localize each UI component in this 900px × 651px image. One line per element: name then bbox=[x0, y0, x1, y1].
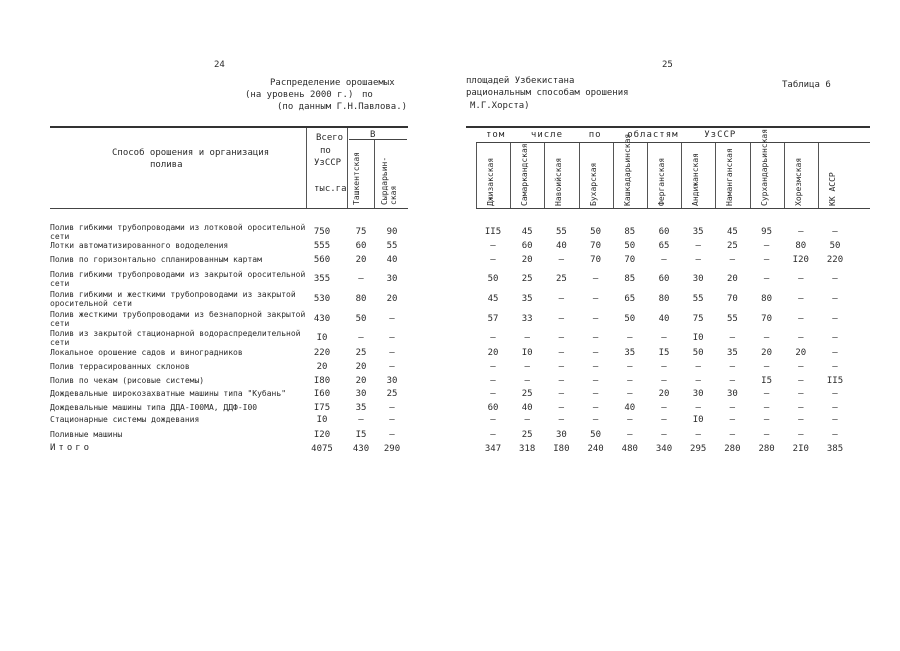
right-table-cell: 40 bbox=[658, 314, 670, 324]
right-col-divider bbox=[681, 143, 682, 208]
right-table-cell: – bbox=[832, 389, 838, 399]
right-table-cell: – bbox=[832, 333, 838, 343]
right-table-top-rule bbox=[466, 126, 870, 128]
right-col-divider bbox=[818, 143, 819, 208]
right-table-cell: 75 bbox=[692, 314, 704, 324]
right-table-cell: 340 bbox=[655, 444, 673, 454]
right-region-header: Ферганская bbox=[657, 157, 666, 206]
right-table-cell: 295 bbox=[690, 444, 707, 454]
right-table-cell: 280 bbox=[758, 444, 775, 454]
right-table-cell: – bbox=[763, 274, 770, 284]
left-table-cell: 90 bbox=[386, 227, 398, 237]
right-col-divider bbox=[476, 143, 477, 208]
right-table-cell: – bbox=[798, 362, 804, 372]
right-table-cell: – bbox=[592, 348, 599, 358]
right-table-cell: – bbox=[558, 348, 565, 358]
right-table-cell: – bbox=[661, 415, 667, 425]
right-table-cell: 60 bbox=[487, 403, 499, 413]
right-table-cell: – bbox=[592, 294, 599, 304]
right-table-cell: 20 bbox=[795, 348, 807, 358]
left-table-cell: – bbox=[358, 274, 364, 284]
left-table-cell: 50 bbox=[355, 314, 367, 324]
right-table-cell: 20 bbox=[761, 348, 773, 358]
left-table-cell: 30 bbox=[386, 274, 398, 284]
right-table-cell: – bbox=[627, 376, 633, 386]
right-table-cell: – bbox=[729, 403, 736, 413]
right-table-cell: – bbox=[592, 314, 599, 324]
right-table-cell: – bbox=[558, 403, 565, 413]
right-table-cell: I5 bbox=[761, 376, 773, 386]
right-table-cell: 60 bbox=[658, 227, 670, 237]
right-table-cell: 30 bbox=[555, 430, 567, 440]
row-label: Лотки автоматизированного вододеления bbox=[50, 241, 229, 250]
right-table-cell: – bbox=[798, 333, 804, 343]
right-region-header: Хорезмская bbox=[793, 157, 803, 206]
left-table-cell: I0 bbox=[316, 415, 328, 425]
right-table-cell: – bbox=[832, 403, 838, 413]
right-table-cell: – bbox=[729, 430, 736, 440]
right-table-cell: 85 bbox=[624, 227, 636, 237]
right-table-cell: – bbox=[490, 333, 496, 343]
right-table-cell: 35 bbox=[726, 348, 738, 358]
right-table-cell: I0 bbox=[521, 348, 533, 358]
total-header-line-3: УзССР bbox=[314, 158, 342, 168]
right-table-cell: 60 bbox=[521, 241, 533, 251]
right-table-cell: 50 bbox=[590, 227, 602, 237]
right-table-cell: 80 bbox=[795, 241, 807, 251]
right-table-cell: – bbox=[798, 294, 804, 304]
right-table-cell: – bbox=[695, 255, 701, 265]
right-table-cell: 70 bbox=[726, 294, 738, 304]
right-table-cell: – bbox=[490, 376, 496, 386]
right-table-cell: 35 bbox=[521, 294, 533, 304]
right-table-cell: – bbox=[798, 389, 804, 399]
left-table-cell: 430 bbox=[352, 444, 370, 454]
right-table-cell: – bbox=[798, 403, 804, 413]
left-table-cell: – bbox=[358, 415, 364, 425]
right-table-cell: 30 bbox=[726, 389, 738, 399]
method-header-line-2: полива bbox=[150, 160, 183, 170]
right-table-cell: 50 bbox=[829, 241, 841, 251]
right-table-cell: 70 bbox=[590, 241, 602, 251]
left-col-divider-1 bbox=[306, 128, 307, 208]
right-table-cell: 20 bbox=[658, 389, 670, 399]
right-table-cell: – bbox=[490, 430, 496, 440]
right-table-cell: – bbox=[729, 255, 736, 265]
right-region-header: Сурхандарьинская bbox=[759, 128, 769, 206]
right-table-cell: – bbox=[763, 333, 770, 343]
right-table-cell: – bbox=[832, 415, 838, 425]
right-table-cell: – bbox=[763, 415, 770, 425]
right-table-cell: II5 bbox=[484, 227, 502, 237]
right-table-cell: 35 bbox=[692, 227, 704, 237]
left-table-cell: – bbox=[389, 415, 395, 425]
row-label: Полив из закрытой стационарной водораспределительной сети bbox=[50, 329, 301, 347]
right-table-cell: 30 bbox=[692, 274, 704, 284]
left-table-cell: 80 bbox=[355, 294, 367, 304]
right-table-cell: – bbox=[763, 403, 770, 413]
row-label: Стационарные системы дождевания bbox=[50, 415, 200, 424]
right-table-cell: 95 bbox=[761, 227, 773, 237]
right-table-cell: 40 bbox=[624, 403, 636, 413]
left-table-cell: I80 bbox=[313, 376, 331, 386]
right-table-cell: 80 bbox=[761, 294, 773, 304]
total-header-line-4: тыс.га bbox=[314, 184, 347, 194]
right-table-cell: 2I0 bbox=[792, 444, 809, 454]
right-table-cell: – bbox=[695, 362, 701, 372]
right-table-cell: 45 bbox=[487, 294, 499, 304]
right-table-cell: 50 bbox=[487, 274, 499, 284]
row-label: Итого bbox=[50, 443, 93, 453]
v-header: В bbox=[370, 130, 376, 140]
right-table-cell: – bbox=[661, 333, 667, 343]
left-table-cell: 55 bbox=[386, 241, 398, 251]
right-table-cell: – bbox=[832, 348, 838, 358]
right-table-cell: 55 bbox=[555, 227, 567, 237]
right-table-cell: – bbox=[729, 333, 736, 343]
right-table-cell: – bbox=[592, 403, 599, 413]
row-label: Полив террасированных склонов bbox=[50, 362, 190, 371]
left-table-cell: 355 bbox=[313, 274, 331, 284]
right-table-cell: 35 bbox=[624, 348, 636, 358]
right-table-cell: 55 bbox=[692, 294, 704, 304]
right-table-cell: 60 bbox=[658, 274, 670, 284]
row-label: Полив гибкими трубопроводами из лотковой оросительной сети bbox=[50, 223, 306, 241]
right-table-cell: 57 bbox=[487, 314, 499, 324]
right-region-header: Наманганская bbox=[725, 148, 735, 206]
left-region-header-syrdarya: Сырдарьин-ская bbox=[380, 156, 398, 205]
right-table-cell: 25 bbox=[726, 241, 738, 251]
left-title-word-po: по bbox=[362, 90, 373, 100]
left-table-cell: 75 bbox=[355, 227, 367, 237]
left-table-cell: 290 bbox=[383, 444, 401, 454]
right-table-cell: 50 bbox=[590, 430, 602, 440]
left-title-line-1: Распределение орошаемых bbox=[270, 78, 395, 88]
right-table-cell: 85 bbox=[624, 274, 636, 284]
right-table-cell: 65 bbox=[624, 294, 636, 304]
right-table-cell: – bbox=[661, 403, 667, 413]
left-table-cell: 60 bbox=[355, 241, 367, 251]
right-table-cell: 55 bbox=[726, 314, 738, 324]
left-table-cell: – bbox=[389, 362, 395, 372]
right-table-cell: – bbox=[558, 255, 565, 265]
right-table-cell: – bbox=[763, 389, 770, 399]
row-label: Дождевальные широкозахватные машины типа "Кубань" bbox=[50, 389, 287, 398]
right-table-cell: 385 bbox=[826, 444, 844, 454]
right-region-header: Джизакская bbox=[486, 157, 495, 206]
right-span-underline bbox=[476, 142, 870, 143]
right-table-cell: 25 bbox=[555, 274, 567, 284]
right-table-cell: – bbox=[627, 415, 633, 425]
left-v-underline bbox=[349, 139, 407, 140]
right-table-header-rule bbox=[476, 208, 870, 209]
left-col-divider-3 bbox=[374, 140, 375, 208]
left-table-cell: I0 bbox=[316, 333, 328, 343]
left-table-cell: 555 bbox=[313, 241, 331, 251]
right-title-line-3: М.Г.Хорста) bbox=[470, 101, 530, 111]
right-table-cell: 45 bbox=[521, 227, 533, 237]
right-table-cell: 347 bbox=[484, 444, 502, 454]
right-table-cell: – bbox=[490, 415, 496, 425]
right-table-cell: – bbox=[661, 255, 667, 265]
right-table-cell: 318 bbox=[519, 444, 536, 454]
right-table-cell: – bbox=[592, 415, 599, 425]
right-table-cell: – bbox=[798, 274, 804, 284]
left-table-cell: – bbox=[389, 314, 395, 324]
right-table-cell: I0 bbox=[692, 333, 704, 343]
right-table-cell: – bbox=[798, 314, 804, 324]
right-table-cell: – bbox=[661, 362, 667, 372]
right-table-cell: 70 bbox=[590, 255, 602, 265]
row-label: Полив по чекам (рисовые системы) bbox=[50, 376, 205, 385]
right-table-cell: – bbox=[798, 227, 804, 237]
left-table-cell: 20 bbox=[386, 294, 398, 304]
right-table-cell: – bbox=[592, 333, 599, 343]
right-table-cell: – bbox=[592, 274, 599, 284]
left-table-cell: 750 bbox=[313, 227, 331, 237]
left-table-cell: 4075 bbox=[311, 444, 333, 454]
left-table-cell: 430 bbox=[313, 314, 331, 324]
right-table-cell: 40 bbox=[521, 403, 533, 413]
right-table-cell: – bbox=[832, 227, 838, 237]
left-table-cell: 25 bbox=[386, 389, 398, 399]
right-table-cell: – bbox=[627, 389, 633, 399]
right-table-cell: – bbox=[627, 333, 633, 343]
right-table-cell: 20 bbox=[726, 274, 738, 284]
right-table-cell: – bbox=[763, 255, 770, 265]
right-table-cell: – bbox=[661, 376, 667, 386]
right-table-cell: – bbox=[558, 415, 565, 425]
right-region-header: КК АССР bbox=[828, 172, 837, 206]
right-table-cell: – bbox=[592, 376, 599, 386]
right-table-cell: – bbox=[490, 362, 496, 372]
right-region-header: Навоийская bbox=[554, 157, 564, 206]
right-table-cell: I0 bbox=[692, 415, 704, 425]
right-table-cell: – bbox=[558, 314, 565, 324]
left-table-cell: 30 bbox=[386, 376, 398, 386]
right-table-cell: – bbox=[695, 430, 701, 440]
right-table-cell: – bbox=[798, 376, 804, 386]
row-label: Дождевальные машины типа ДДА-I00МА, ДДФ-I00 bbox=[50, 403, 258, 412]
right-table-cell: – bbox=[627, 430, 633, 440]
right-col-divider bbox=[750, 143, 751, 208]
row-label: Полив жесткими трубопроводами из безнапорной закрытой сети bbox=[50, 310, 306, 328]
right-table-cell: – bbox=[558, 376, 565, 386]
right-table-cell: – bbox=[524, 376, 530, 386]
right-table-cell: – bbox=[524, 362, 530, 372]
right-table-cell: – bbox=[524, 333, 530, 343]
table-label: Таблица 6 bbox=[782, 80, 831, 90]
left-table-header-rule bbox=[50, 208, 408, 209]
right-table-cell: – bbox=[729, 362, 736, 372]
right-table-cell: – bbox=[558, 389, 565, 399]
right-table-cell: – bbox=[798, 430, 804, 440]
right-table-cell: – bbox=[661, 430, 667, 440]
left-table-cell: 560 bbox=[313, 255, 331, 265]
right-table-cell: I5 bbox=[658, 348, 670, 358]
right-table-cell: 20 bbox=[487, 348, 499, 358]
right-table-cell: 480 bbox=[621, 444, 638, 454]
right-col-divider bbox=[579, 143, 580, 208]
right-table-cell: 30 bbox=[692, 389, 704, 399]
right-table-cell: – bbox=[490, 255, 496, 265]
right-table-cell: – bbox=[592, 362, 599, 372]
right-table-cell: – bbox=[729, 415, 736, 425]
right-table-cell: 70 bbox=[624, 255, 636, 265]
left-region-header-tashkent: Ташкентская bbox=[352, 152, 361, 205]
right-table-cell: 45 bbox=[726, 227, 738, 237]
left-table-cell: – bbox=[389, 403, 395, 413]
right-table-cell: 50 bbox=[624, 241, 636, 251]
right-table-cell: – bbox=[729, 376, 736, 386]
right-table-cell: 20 bbox=[521, 255, 533, 265]
right-table-cell: – bbox=[558, 333, 565, 343]
row-label: Полив гибкими трубопроводами из закрытой оросительной сети bbox=[50, 270, 306, 288]
right-table-cell: 80 bbox=[658, 294, 670, 304]
left-table-cell: 20 bbox=[355, 376, 367, 386]
row-label: Поливные машины bbox=[50, 430, 123, 439]
right-title-line-1: площадей Узбекистана bbox=[466, 76, 575, 86]
left-table-cell: 530 bbox=[313, 294, 331, 304]
right-table-cell: – bbox=[832, 274, 838, 284]
right-col-divider bbox=[544, 143, 545, 208]
right-col-divider bbox=[510, 143, 511, 208]
right-table-cell: – bbox=[763, 430, 770, 440]
right-table-cell: – bbox=[832, 430, 838, 440]
left-table-cell: 20 bbox=[355, 255, 367, 265]
right-table-cell: – bbox=[490, 241, 496, 251]
left-title-line-2: (на уровень 2000 г.) bbox=[245, 90, 354, 100]
left-col-divider-2 bbox=[347, 128, 348, 208]
right-table-cell: – bbox=[763, 362, 770, 372]
right-table-cell: – bbox=[627, 362, 633, 372]
right-table-cell: – bbox=[695, 241, 701, 251]
row-label: Локальное орошение садов и виноградников bbox=[50, 348, 243, 357]
right-table-cell: 240 bbox=[587, 444, 604, 454]
right-table-cell: 50 bbox=[692, 348, 704, 358]
left-page-number: 24 bbox=[214, 60, 225, 70]
right-table-cell: 65 bbox=[658, 241, 670, 251]
left-table-cell: I75 bbox=[313, 403, 331, 413]
right-table-cell: – bbox=[490, 389, 496, 399]
right-table-cell: 220 bbox=[826, 255, 844, 265]
right-table-cell: I20 bbox=[792, 255, 809, 265]
right-table-cell: 33 bbox=[521, 314, 533, 324]
right-table-cell: 280 bbox=[724, 444, 741, 454]
right-col-divider bbox=[715, 143, 716, 208]
right-table-cell: II5 bbox=[826, 376, 844, 386]
row-label: Полив по горизонтально спланированным картам bbox=[50, 255, 262, 264]
right-table-cell: 25 bbox=[521, 430, 533, 440]
left-table-cell: 20 bbox=[316, 362, 328, 372]
left-table-cell: I60 bbox=[313, 389, 331, 399]
total-header-line-2: по bbox=[320, 146, 331, 156]
right-table-cell: 50 bbox=[624, 314, 636, 324]
left-table-cell: 25 bbox=[355, 348, 367, 358]
right-table-cell: – bbox=[558, 362, 565, 372]
right-table-cell: 25 bbox=[521, 389, 533, 399]
right-table-cell: – bbox=[832, 314, 838, 324]
left-table-cell: I20 bbox=[313, 430, 331, 440]
right-table-cell: – bbox=[695, 376, 701, 386]
right-region-header: Андижанская bbox=[691, 153, 701, 206]
left-table-cell: – bbox=[358, 333, 364, 343]
right-table-cell: – bbox=[832, 294, 838, 304]
left-table-cell: 35 bbox=[355, 403, 367, 413]
left-table-cell: 20 bbox=[355, 362, 367, 372]
right-region-header: Бухарская bbox=[588, 162, 598, 206]
right-table-cell: – bbox=[592, 389, 599, 399]
right-table-cell: I80 bbox=[553, 444, 570, 454]
right-table-cell: – bbox=[695, 403, 701, 413]
left-table-top-rule bbox=[50, 126, 408, 128]
left-table-cell: – bbox=[389, 348, 395, 358]
right-table-cell: 40 bbox=[555, 241, 567, 251]
row-label: Полив гибкими и жесткими трубопроводами из закрытой оросительной сети bbox=[50, 290, 296, 308]
total-header-line-1: Всего bbox=[316, 133, 344, 143]
left-table-cell: I5 bbox=[355, 430, 367, 440]
left-table-cell: – bbox=[389, 430, 395, 440]
right-table-cell: 25 bbox=[521, 274, 533, 284]
right-table-cell: – bbox=[558, 294, 565, 304]
left-table-cell: 30 bbox=[355, 389, 367, 399]
right-title-line-2: рациональным способам орошения bbox=[466, 88, 629, 98]
right-region-header: Самаркандская bbox=[520, 143, 530, 206]
right-table-cell: – bbox=[524, 415, 530, 425]
right-table-cell: – bbox=[763, 241, 770, 251]
left-table-cell: 40 bbox=[386, 255, 398, 265]
right-col-divider bbox=[784, 143, 785, 208]
right-span-header: том числе по областям УзССР bbox=[486, 130, 737, 140]
right-table-cell: – bbox=[832, 362, 838, 372]
right-page-number: 25 bbox=[662, 60, 673, 70]
left-title-line-3: (по данным Г.Н.Павлова.) bbox=[277, 102, 408, 112]
left-table-cell: – bbox=[389, 333, 395, 343]
right-table-cell: 70 bbox=[761, 314, 773, 324]
right-col-divider bbox=[613, 143, 614, 208]
right-table-cell: – bbox=[798, 415, 804, 425]
method-header-line-1: Способ орошения и организация bbox=[112, 148, 270, 158]
right-col-divider bbox=[647, 143, 648, 208]
left-table-cell: 220 bbox=[313, 348, 331, 358]
right-region-header: Кашкадарьинская bbox=[622, 133, 632, 206]
